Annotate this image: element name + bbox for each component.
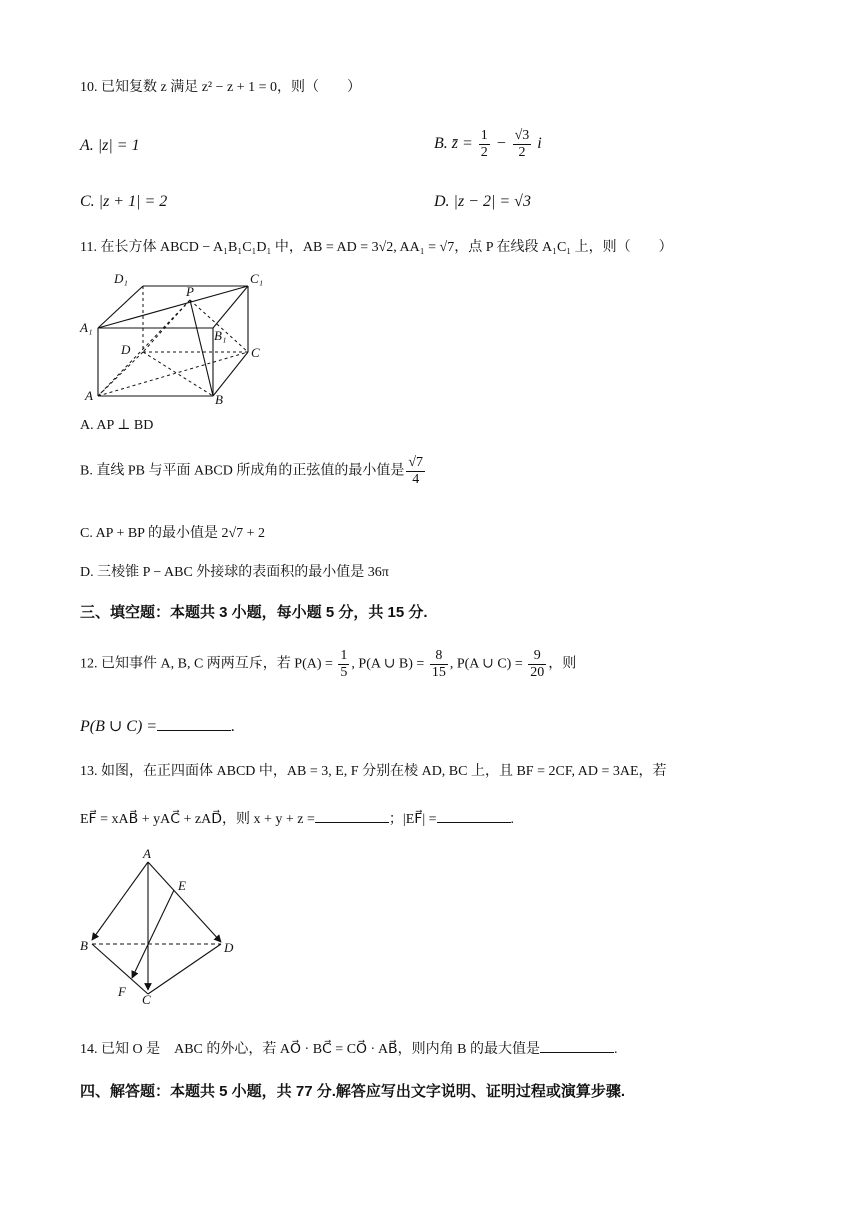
- label-d: D: [121, 342, 131, 357]
- frac-numerator: 1: [480, 128, 488, 143]
- frac-numerator: 8: [430, 648, 448, 665]
- edge-b-c: [213, 352, 248, 396]
- section-3-heading: 三、填空题：本题共 3 小题，每小题 5 分，共 15 分.: [80, 604, 428, 621]
- label-e: E: [178, 878, 186, 893]
- q10-option-b-minus: −: [491, 135, 511, 153]
- q11-stem: 11. 在长方体 ABCD − A₁B₁C₁D₁ 中，AB = AD = 3√2, AA₁ = √7，点 P 在线段 A₁C₁ 上，则（ ）: [80, 240, 673, 255]
- q13-stem: 13. 如图，在正四面体 ABCD 中，AB = 3, E, F 分别在棱 AD, BC 上，且 BF = 2CF, AD = 3AE，若: [80, 764, 667, 779]
- label-d1: D₁: [114, 271, 128, 286]
- label-c: C: [251, 345, 260, 360]
- q12-answer-prefix: P(B ∪ C) =: [80, 718, 158, 735]
- edge-c-d: [148, 944, 221, 994]
- q11-option-b: [80, 455, 427, 488]
- label-c: C: [142, 992, 151, 1004]
- label-b: B: [215, 392, 223, 407]
- tetrahedron-diagram: [76, 844, 246, 1004]
- frac-denominator: 2: [480, 145, 488, 160]
- frac-denominator: 2: [518, 145, 526, 160]
- vector-ef: [132, 890, 174, 978]
- vector-ab: [92, 862, 148, 940]
- hidden-segment-p-d: [143, 300, 190, 352]
- label-a: A: [143, 846, 151, 861]
- q11-option-d: D. 三棱锥 P − ABC 外接球的表面积的最小值是 36π: [80, 565, 389, 580]
- q12-stem-prefix: 12. 已知事件 A, B, C 两两互斥，若 P(A) =: [80, 656, 337, 672]
- hidden-edge-a-d: [98, 352, 143, 396]
- label-f: F: [118, 984, 126, 999]
- hidden-segment-p-c: [190, 300, 248, 352]
- frac-denominator: 20: [530, 665, 545, 680]
- frac-denominator: 5: [340, 665, 348, 680]
- section-4-heading: 四、解答题：本题共 5 小题，共 77 分.解答应写出文字说明、证明过程或演算步骤.: [80, 1083, 626, 1100]
- q14-stem-text: 14. 已知 O 是 ABC 的外心，若 AO⃗ · BC⃗ = CO⃗ · AB⃗，则内角 B 的最大值是: [80, 1042, 540, 1057]
- q10-option-b-frac2: [513, 128, 532, 161]
- vector-ad: [148, 862, 221, 942]
- q12-answer-suffix: .: [231, 718, 236, 735]
- q14-stem: [80, 1038, 618, 1059]
- label-p: P: [186, 284, 194, 299]
- q13-line2-separator: ；|EF⃗| =: [388, 812, 437, 827]
- q10-option-b-suffix: i: [533, 135, 542, 153]
- q11-cuboid-figure: [78, 266, 278, 412]
- q10-option-b-frac1: [479, 128, 490, 161]
- q10-option-c: C. |z + 1| = 2: [80, 193, 168, 210]
- q12-frac-3: [528, 648, 546, 681]
- frac-numerator: 1: [340, 648, 348, 663]
- q13-line2-prefix: EF⃗ = xAB⃗ + yAC⃗ + zAD⃗，则 x + y + z =: [80, 812, 315, 827]
- label-b: B: [80, 938, 88, 953]
- label-c1: C₁: [250, 271, 264, 286]
- label-a1: A₁: [80, 320, 93, 335]
- q14-answer-blank[interactable]: [540, 1038, 614, 1053]
- q14-stem-suffix: .: [614, 1042, 618, 1057]
- q13-blank-length[interactable]: [437, 808, 511, 823]
- q13-blank-sum[interactable]: [315, 808, 389, 823]
- frac-numerator: 9: [528, 648, 546, 665]
- q13-tetrahedron-figure: [76, 844, 246, 1004]
- cuboid-diagram: [78, 266, 278, 412]
- edge-c1-b1: [213, 286, 248, 328]
- q12-stem-suffix: ，则: [548, 656, 577, 672]
- q11-option-b-text: B. 直线 PB 与平面 ABCD 所成角的正弦值的最小值是: [80, 463, 405, 479]
- label-a: A: [85, 388, 93, 403]
- segment-p-b: [190, 300, 213, 396]
- q10-option-b-prefix: B. z̄ =: [434, 135, 477, 153]
- q10-option-d: D. |z − 2| = √3: [434, 193, 531, 210]
- q12-answer-blank[interactable]: [157, 716, 231, 731]
- frac-denominator: 4: [412, 472, 420, 487]
- q11-option-a: A. AP ⊥ BD: [80, 418, 154, 433]
- q10-stem: 10. 已知复数 z 满足 z² − z + 1 = 0，则（ ）: [80, 80, 362, 95]
- label-b1: B₁: [214, 328, 227, 343]
- q13-line2-suffix: .: [510, 812, 515, 827]
- hidden-diagonal-b-d: [143, 352, 213, 396]
- q12-stem: [80, 648, 576, 681]
- label-d: D: [224, 940, 234, 955]
- frac-denominator: 15: [431, 665, 446, 680]
- frac-numerator: √7: [408, 455, 424, 470]
- q12-frac-1: [338, 648, 349, 681]
- q11-option-c: C. AP + BP 的最小值是 2√7 + 2: [80, 526, 266, 541]
- q12-frac-2: [430, 648, 448, 681]
- q11-option-b-frac: [406, 455, 425, 488]
- q13-line2: [80, 808, 514, 829]
- frac-numerator: √3: [514, 128, 530, 143]
- q10-option-a: A. |z| = 1: [80, 137, 140, 154]
- q12-stem-mid2: , P(A ∪ C) =: [449, 656, 527, 672]
- q12-answer-line: [80, 716, 235, 736]
- q12-stem-mid1: , P(A ∪ B) =: [351, 656, 428, 672]
- q10-option-b: [434, 128, 542, 161]
